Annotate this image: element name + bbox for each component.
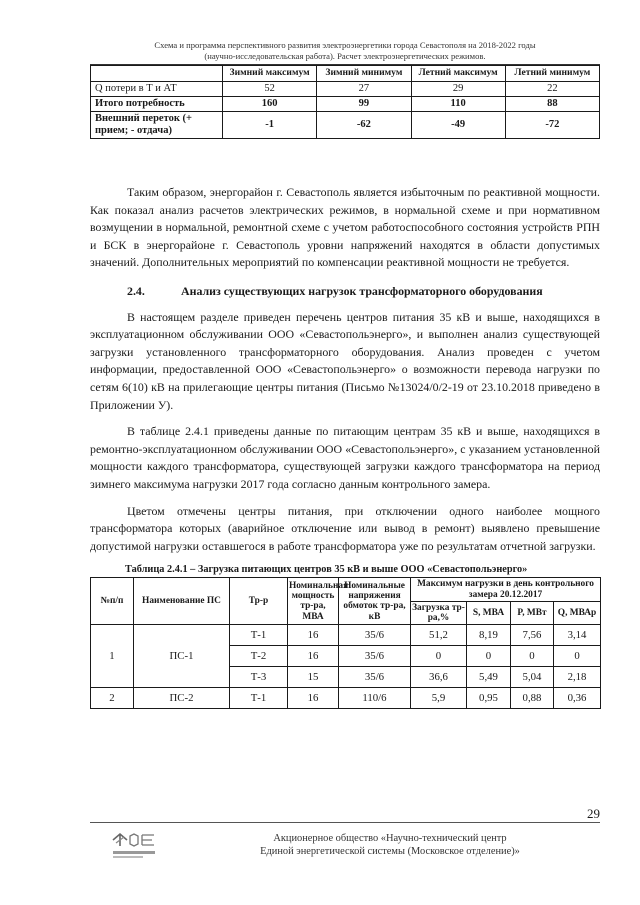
table1-value-cell: 88 (505, 96, 599, 111)
table1-row-label: Итого потребность (91, 96, 223, 111)
cell-apparent-power: 0,95 (467, 688, 511, 709)
cell-transformer: Т-1 (230, 625, 288, 646)
header-transformer: Тр-р (230, 578, 288, 625)
reactive-power-balance-table (90, 65, 600, 139)
main-text (90, 184, 600, 709)
paragraph-conclusion: Таким образом, энергорайон г. Севастополь является избыточным по реактивной мощности. Как показал анализ расчетов электрических режимов, в нормальной схеме и при нормативном возмущении в нормальной, ремонтной схеме с учетом работоспособного состояния устройств РПН и БСК в энергорайоне г. Севастополь уровни напряжений находятся в области допустимых значений. Дополнительных мероприятий по компенсации реактивной мощности не требуется. (90, 185, 600, 270)
table1-row (91, 81, 600, 96)
cell-load-percent: 0 (411, 646, 467, 667)
table1-row (91, 96, 600, 111)
table1-value-cell: 29 (411, 81, 505, 96)
substation-load-table (90, 577, 601, 709)
ntc-ees-logo (110, 830, 158, 860)
cell-transformer: Т-3 (230, 667, 288, 688)
cell-load-percent: 36,6 (411, 667, 467, 688)
table1-header-summer-max: Летний максимум (411, 66, 505, 82)
header-active-power: P, МВт (511, 601, 554, 625)
table-caption: Таблица 2.4.1 – Загрузка питающих центров 35 кВ и выше ООО «Севастопольэнерго» (125, 564, 528, 576)
header-rated-voltage: Номинальные напряжения обмоток тр-ра, кВ (339, 578, 411, 625)
running-header (90, 40, 600, 65)
cell-apparent-power: 5,49 (467, 667, 511, 688)
footer-organization (200, 832, 580, 858)
running-header-line-2: (научно-исследовательская работа). Расчет электроэнергетических режимов. (204, 51, 486, 61)
table1-body (91, 81, 600, 138)
table1-header-winter-max: Зимний максимум (223, 66, 317, 82)
cell-reactive-power: 2,18 (554, 667, 601, 688)
table1-value-cell: -49 (411, 111, 505, 138)
cell-active-power: 0,88 (511, 688, 554, 709)
cell-load-percent: 51,2 (411, 625, 467, 646)
table1-header-row (91, 66, 600, 82)
table1-value-cell: 160 (223, 96, 317, 111)
table1-value-cell: 99 (317, 96, 411, 111)
cell-rated-voltage: 35/6 (339, 625, 411, 646)
cell-rated-power: 16 (288, 625, 339, 646)
cell-rated-power: 15 (288, 667, 339, 688)
cell-rated-power: 16 (288, 646, 339, 667)
table1-value-cell: 27 (317, 81, 411, 96)
cell-rated-voltage: 110/6 (339, 688, 411, 709)
header-substation-name: Наименование ПС (134, 578, 230, 625)
table2-body (91, 625, 601, 709)
cell-rated-voltage: 35/6 (339, 646, 411, 667)
cell-substation-name: ПС-2 (134, 688, 230, 709)
cell-num: 2 (91, 688, 134, 709)
section-number: 2.4. (127, 283, 145, 298)
cell-active-power: 0 (511, 646, 554, 667)
table1-value-cell: -72 (505, 111, 599, 138)
cell-reactive-power: 0,36 (554, 688, 601, 709)
table1-header-blank (91, 66, 223, 82)
table1-row (91, 111, 600, 138)
cell-rated-voltage: 35/6 (339, 667, 411, 688)
header-load-percent: Загрузка тр-ра,% (412, 602, 465, 624)
header-apparent-power: S, МВА (467, 601, 511, 625)
cell-apparent-power: 0 (467, 646, 511, 667)
section-heading (90, 283, 600, 301)
cell-reactive-power: 3,14 (554, 625, 601, 646)
cell-transformer: Т-1 (230, 688, 288, 709)
table2-header-row-1 (91, 578, 601, 602)
table1-value-cell: 52 (223, 81, 317, 96)
table2-row (91, 688, 601, 709)
table1-value-cell: 22 (505, 81, 599, 96)
table1-row-label: Q потери в Т и АТ (91, 81, 223, 96)
cell-active-power: 5,04 (511, 667, 554, 688)
cell-active-power: 7,56 (511, 625, 554, 646)
table1-value-cell: -62 (317, 111, 411, 138)
cell-load-percent: 5,9 (411, 688, 467, 709)
cell-rated-power: 16 (288, 688, 339, 709)
table1-header-summer-min: Летний минимум (505, 66, 599, 82)
cell-num: 1 (91, 625, 134, 688)
paragraph-color-note: Цветом отмечены центры питания, при отключении одного наиболее мощного трансформатора которых (аварийное отключение или вывод в ремонт) выявлено превышение допустимой нагрузки оставшегося в работе трансформатора уже по результатам отчетной загрузки. (90, 503, 600, 553)
table1-row-label: Внешний переток (+ прием; - отдача) (91, 111, 223, 138)
running-header-line-1: Схема и программа перспективного развития электроэнергетики города Севастополя на 2018-2022 годы (154, 40, 536, 50)
cell-substation-name: ПС-1 (134, 625, 230, 688)
table1-value-cell: 110 (411, 96, 505, 111)
section-title: Анализ существующих нагрузок трансформаторного оборудования (181, 283, 543, 298)
cell-transformer: Т-2 (230, 646, 288, 667)
table1-header-winter-min: Зимний минимум (317, 66, 411, 82)
header-reactive-power: Q, МВАр (554, 601, 601, 625)
footer-rule (90, 822, 600, 823)
paragraph-table-description: В таблице 2.4.1 приведены данные по питающим центрам 35 кВ и выше, находящихся в ремонтно-эксплуатационном обслуживании ООО «Севастопольэнерго», с указанием установленной мощности каждого трансформатора, существующей загрузки каждого трансформатора на период зимнего максимума нагрузки 2017 года согласно данным контрольного замера. (90, 424, 600, 491)
cell-reactive-power: 0 (554, 646, 601, 667)
header-rated-power: Номинальная мощность тр-ра, МВА (288, 578, 339, 625)
page-number: 29 (587, 806, 600, 821)
table2-row (91, 625, 601, 646)
header-max-load-group: Максимум нагрузки в день контрольного замера 20.12.2017 (411, 578, 601, 602)
cell-apparent-power: 8,19 (467, 625, 511, 646)
footer-org-line-1: Акционерное общество «Научно-технический центр (273, 833, 507, 844)
paragraph-intro: В настоящем разделе приведен перечень центров питания 35 кВ и выше, находящихся в эксплуатационном обслуживании ООО «Севастопольэнерго», и выполнен анализ существующей загрузки установленного трансформаторного оборудования. Анализ проведен с учетом информации, предоставленной ООО «Севастопольэнерго» о возможности перевода нагрузки по сетям 6(10) кВ на прилегающие центры питания (Письмо №13024/0/2-19 от 23.10.2018 приведено в Приложении У). (90, 309, 600, 412)
table1-value-cell: -1 (223, 111, 317, 138)
footer-org-line-2: Единой энергетической системы (Московское отделение)» (260, 846, 520, 857)
header-num: №п/п (91, 578, 134, 625)
